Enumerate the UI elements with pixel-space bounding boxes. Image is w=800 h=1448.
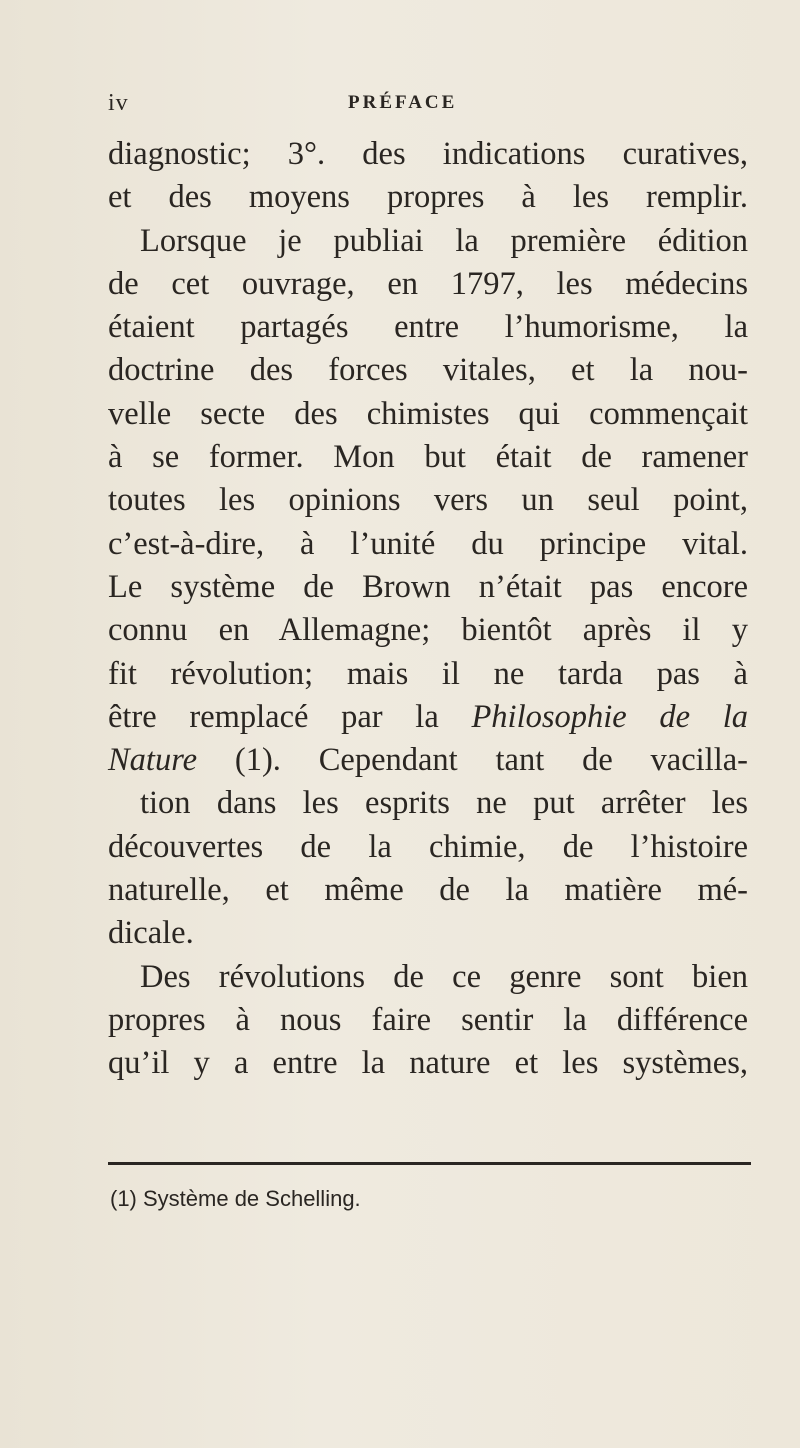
body-text xyxy=(108,133,748,1086)
text-line: naturelle, et même de la matière mé- xyxy=(108,872,748,909)
text-line: tion dans les esprits ne put arrêter les xyxy=(140,785,748,822)
page-number: iv xyxy=(108,90,129,116)
text-line: diagnostic; 3°. des indications curatives, xyxy=(108,136,748,172)
text-line: découvertes de la chimie, de l’histoire xyxy=(108,828,748,865)
footnote-divider xyxy=(108,1162,751,1165)
text-line: de cet ouvrage, en 1797, les médecins xyxy=(108,265,748,302)
text-segment: être remplacé par la xyxy=(108,698,439,735)
text-line-mixed xyxy=(108,696,748,739)
page-header xyxy=(108,90,748,120)
text-segment: (1). Cependant tant de vacilla- xyxy=(234,742,748,779)
footnote: (1) Système de Schelling. xyxy=(110,1186,361,1211)
italic-title: Philosophie de la xyxy=(471,698,748,735)
text-line: c’est-à-dire, à l’unité du principe vital. xyxy=(108,525,748,562)
text-line: fit révolution; mais il ne tarda pas à xyxy=(108,655,748,692)
text-line: dicale. xyxy=(108,915,194,952)
text-line: propres à nous faire sentir la différence xyxy=(108,1001,748,1038)
text-line: et des moyens propres à les remplir. xyxy=(108,179,748,216)
text-line: à se former. Mon but était de ramener xyxy=(108,439,748,476)
text-line: Des révolutions de ce genre sont bien xyxy=(140,958,748,995)
text-line: doctrine des forces vitales, et la nou- xyxy=(108,352,748,389)
text-line: Le système de Brown n’était pas encore xyxy=(108,568,748,605)
text-line: velle secte des chimistes qui commençait xyxy=(108,395,748,432)
text-line: Lorsque je publiai la première édition xyxy=(140,222,748,259)
text-line: connu en Allemagne; bientôt après il y xyxy=(108,612,748,649)
running-title: PRÉFACE xyxy=(348,92,458,113)
text-line-mixed xyxy=(108,739,748,782)
text-line: qu’il y a entre la nature et les systèmes, xyxy=(108,1045,748,1082)
italic-title: Nature xyxy=(108,742,198,779)
text-line: toutes les opinions vers un seul point, xyxy=(108,482,748,519)
text-line: étaient partagés entre l’humorisme, la xyxy=(108,309,748,346)
